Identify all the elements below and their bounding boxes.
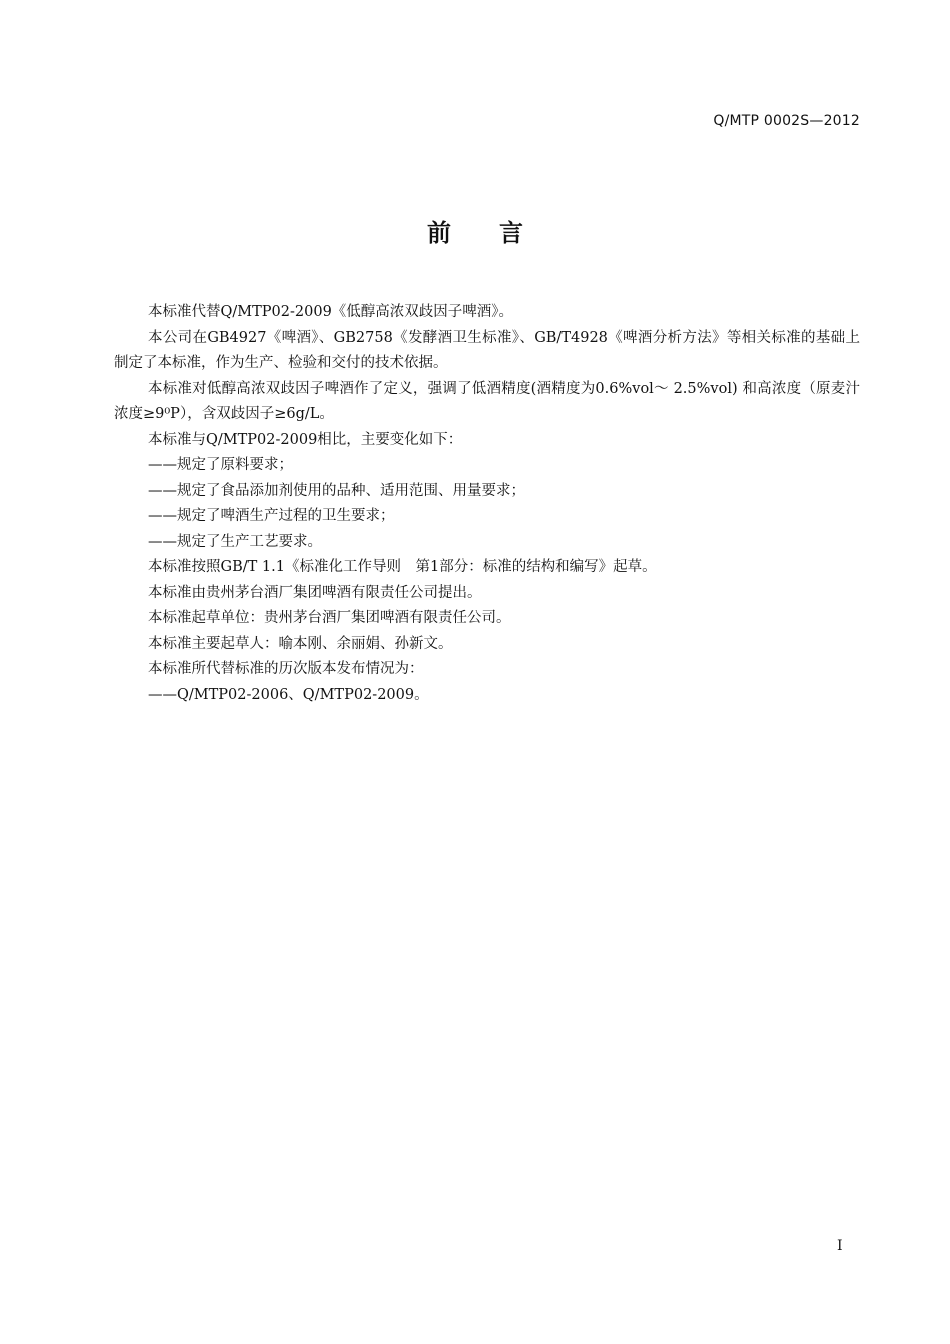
- paragraph: 本标准主要起草人：喻本刚、余丽娟、孙新文。: [148, 635, 453, 652]
- paragraph: 本标准所代替标准的历次版本发布情况为：: [148, 661, 424, 677]
- document-code: Q/MTP 0002S—2012: [713, 113, 860, 129]
- paragraph: 本标准对低醇高浓双歧因子啤酒作了定义，强调了低酒精度(酒精度为0.6%vol～ 2.5%vol) 和高浓度（原麦汁浓度≥9⁰P），含双歧因子≥6g/L。: [114, 380, 860, 422]
- paragraph: 本标准由贵州茅台酒厂集团啤酒有限责任公司提出。: [148, 584, 482, 601]
- list-item: ——规定了啤酒生产过程的卫生要求；: [148, 508, 395, 524]
- page-number: I: [837, 1238, 843, 1254]
- page-title: 前言: [427, 219, 571, 247]
- paragraph: 本标准代替Q/MTP02-2009《低醇高浓双歧因子啤酒》。: [148, 304, 514, 320]
- foreword-body: [114, 300, 860, 708]
- list-item: ——规定了原料要求；: [148, 457, 293, 473]
- list-item: ——规定了生产工艺要求。: [148, 533, 322, 550]
- paragraph: 本标准起草单位：贵州茅台酒厂集团啤酒有限责任公司。: [148, 610, 511, 626]
- paragraph: 本公司在GB4927《啤酒》、GB2758《发酵酒卫生标准》、GB/T4928《啤酒分析方法》等相关标准的基础上制定了本标准，作为生产、检验和交付的技术依据。: [114, 329, 860, 371]
- list-item: ——Q/MTP02-2006、Q/MTP02-2009。: [148, 686, 429, 703]
- list-item: ——规定了食品添加剂使用的品种、适用范围、用量要求；: [148, 482, 525, 499]
- paragraph: 本标准按照GB/T 1.1《标准化工作导则 第1部分：标准的结构和编写》起草。: [148, 559, 657, 575]
- paragraph: 本标准与Q/MTP02-2009相比，主要变化如下：: [148, 431, 463, 448]
